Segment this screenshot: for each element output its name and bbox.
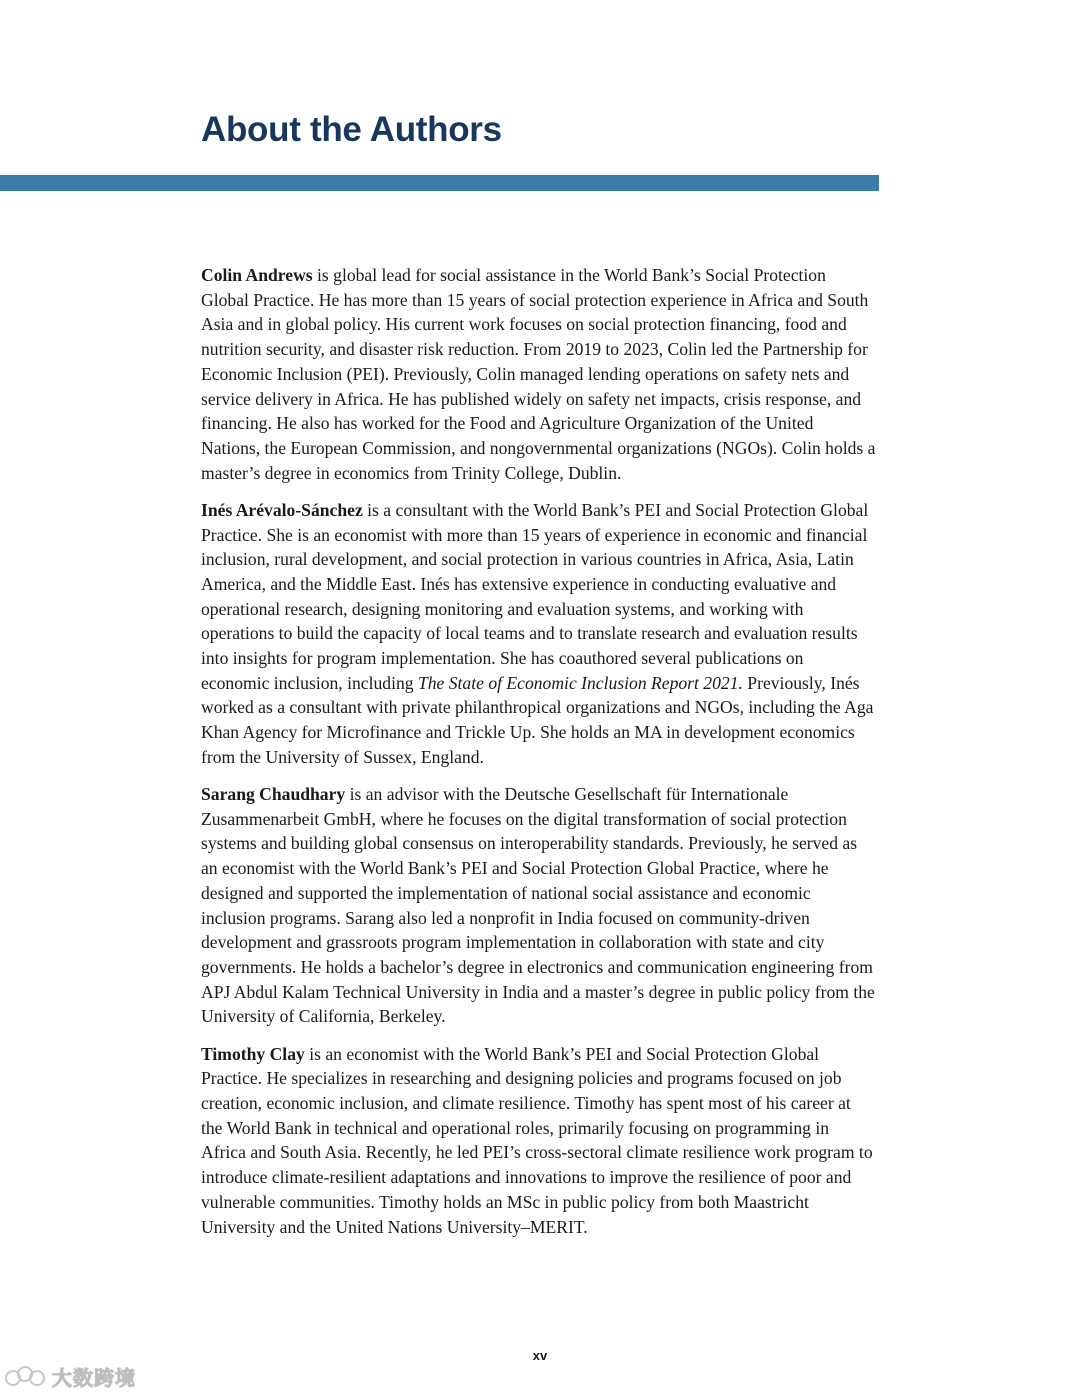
author-bio-text: is a consultant with the World Bank’s PEI and Social Protection Global Practice. She is an economist with more than 15 years of experience in economic and financial inclusion, rural development, and social protection in various countries in Africa, Asia, Latin America, and the Middle East. Inés has extensive experience in conducting evaluative and operational research, designing monitoring and evaluation systems, and working with operations to build the capacity of local teams and to translate research and evaluation results into insights for program implementation. She has coauthored several publications on economic inclusion, including bbox=[201, 499, 869, 693]
page-number: xv bbox=[532, 1348, 548, 1363]
watermark-logo-icon bbox=[4, 1363, 48, 1389]
author-bio-text: is an economist with the World Bank’s PEI and Social Protection Global Practice. He specializes in researching and designing policies and programs focused on job creation, economic inclusion, and climate resilience. Timothy has spent most of his career at the World Bank in technical and operational roles, primarily focusing on programming in Africa and South Asia. Recently, he led PEI’s cross-sectoral climate resilience work program to introduce climate-resilient adaptations and innovations to improve the resilience of poor and vulnerable communities. Timothy holds an MSc in public policy from both Maastricht University and the United Nations University–MERIT. bbox=[201, 1043, 873, 1237]
author-name: Inés Arévalo-Sánchez bbox=[201, 499, 363, 520]
author-bio-timothy-clay bbox=[201, 1042, 876, 1240]
author-bio-text: is an advisor with the Deutsche Gesellschaft für Internationale Zusammenarbeit GmbH, where he focuses on the digital transformation of social protection systems and building global consensus on interoperability standards. Previously, he served as an economist with the World Bank’s PEI and Social Protection Global Practice, where he designed and supported the implementation of national social assistance and economic inclusion programs. Sarang also led a nonprofit in India focused on community-driven development and grassroots program implementation in collaboration with state and city governments. He holds a bachelor’s degree in electronics and communication engineering from APJ Abdul Kalam Technical University in India and a master’s degree in public policy from the University of California, Berkeley. bbox=[201, 784, 875, 1027]
author-bio-text: is global lead for social assistance in the World Bank’s Social Protection Global Practice. He has more than 15 years of social protection experience in Africa and South Asia and in global policy. His current work focuses on social protection financing, food and nutrition security, and disaster risk reduction. From 2019 to 2023, Colin led the Partnership for Economic Inclusion (PEI). Previously, Colin managed lending operations on safety nets and service delivery in Africa. He has published widely on safety net impacts, crisis response, and financing. He also has worked for the Food and Agriculture Organization of the United Nations, the European Commission, and nongovernmental organizations (NGOs). Colin holds a master’s degree in economics from Trinity College, Dublin. bbox=[201, 265, 876, 483]
author-name: Colin Andrews bbox=[201, 265, 313, 285]
title-divider-bar bbox=[0, 175, 879, 191]
author-bio-text-continued: Previously, Inés worked as a consultant with private philanthropical organizations and NGOs, including the Aga Khan Agency for Microfinance and Trickle Up. She holds an MA in development economics from the University of Sussex, England. bbox=[201, 672, 874, 767]
page-title: About the Authors bbox=[201, 110, 502, 149]
author-bio-ines-arevalo-sanchez bbox=[201, 498, 876, 770]
watermark-text: 大数跨境 bbox=[52, 1365, 136, 1390]
author-name: Timothy Clay bbox=[201, 1043, 305, 1064]
author-name: Sarang Chaudhary bbox=[201, 784, 346, 805]
publication-title: The State of Economic Inclusion Report 2021. bbox=[417, 672, 743, 693]
author-bio-list bbox=[201, 263, 876, 1252]
author-bio-sarang-chaudhary bbox=[201, 782, 876, 1029]
watermark bbox=[4, 1362, 136, 1390]
author-bio-colin-andrews bbox=[201, 263, 876, 485]
